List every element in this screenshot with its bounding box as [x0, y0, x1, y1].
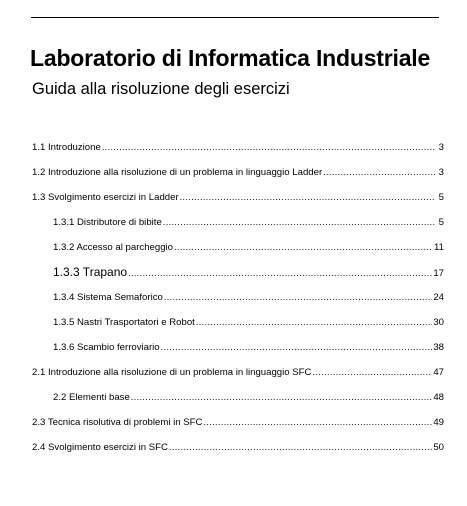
toc-entry-1-3-3[interactable] [32, 260, 444, 285]
document-title: Laboratorio di Informatica Industriale [30, 45, 431, 71]
toc-page-number: 5 [438, 217, 444, 228]
top-rule [31, 17, 439, 18]
toc-entry-2-4[interactable] [32, 435, 444, 460]
toc-dot-leader [323, 160, 435, 185]
toc-page-number: 47 [433, 367, 444, 378]
toc-entry-1-2[interactable] [32, 160, 444, 185]
toc-page-number: 50 [433, 442, 444, 453]
toc-page-number: 38 [433, 342, 444, 353]
toc-entry-text: 1.3 Svolgimento esercizi in Ladder [32, 192, 179, 203]
toc-entry-1-1[interactable] [32, 135, 444, 160]
toc-page-number: 49 [433, 417, 444, 428]
toc-entry-2-3[interactable] [32, 410, 444, 435]
toc-dot-leader [164, 285, 432, 310]
toc-entry-1-3-4[interactable] [32, 285, 444, 310]
toc-entry-text: 1.2 Introduzione alla risoluzione di un problema in linguaggio Ladder [32, 167, 323, 178]
toc-entry-text: 2.3 Tecnica risolutiva di problemi in SFC [32, 417, 203, 428]
toc-page-number: 5 [438, 192, 444, 203]
toc-dot-leader [128, 261, 432, 286]
toc-dot-leader [174, 235, 433, 260]
toc-dot-leader [169, 435, 432, 460]
toc-dot-leader [163, 210, 435, 235]
document-subtitle: Guida alla risoluzione degli esercizi [32, 80, 290, 98]
toc-dot-leader [203, 410, 432, 435]
toc-entry-text: 1.3.4 Sistema Semaforico [53, 292, 163, 303]
toc-entry-1-3-2[interactable] [32, 235, 444, 260]
toc-page-number: 30 [433, 317, 444, 328]
toc-dot-leader [312, 360, 432, 385]
toc-entry-2-2[interactable] [32, 385, 444, 410]
toc-dot-leader [180, 185, 435, 210]
toc-entry-text: 1.3.2 Accesso al parcheggio [53, 242, 174, 253]
toc-page-number: 11 [434, 242, 444, 253]
toc-entry-text: 2.4 Svolgimento esercizi in SFC [32, 442, 168, 453]
table-of-contents [32, 135, 444, 460]
toc-dot-leader [196, 310, 432, 335]
toc-dot-leader [102, 135, 435, 160]
toc-entry-text: 1.3.1 Distributore di bibite [53, 217, 162, 228]
toc-entry-1-3-5[interactable] [32, 310, 444, 335]
toc-page-number: 17 [433, 268, 444, 279]
toc-entry-text: 1.3.5 Nastri Trasportatori e Robot [53, 317, 195, 328]
toc-entry-2-1[interactable] [32, 360, 444, 385]
toc-entry-text: 1.3.6 Scambio ferroviario [53, 342, 160, 353]
toc-dot-leader [131, 385, 433, 410]
toc-page-number: 3 [438, 142, 444, 153]
toc-entry-text: 2.1 Introduzione alla risoluzione di un problema in linguaggio SFC [32, 367, 312, 378]
toc-entry-1-3-6[interactable] [32, 335, 444, 360]
toc-dot-leader [161, 335, 433, 360]
toc-page-number: 3 [438, 167, 444, 178]
toc-entry-text: 2.2 Elementi base [53, 392, 130, 403]
toc-page-number: 24 [433, 292, 444, 303]
toc-entry-text: 1.3.3 Trapano [53, 265, 128, 279]
toc-page-number: 48 [433, 392, 444, 403]
toc-entry-1-3[interactable] [32, 185, 444, 210]
toc-entry-text: 1.1 Introduzione [32, 142, 101, 153]
toc-entry-1-3-1[interactable] [32, 210, 444, 235]
